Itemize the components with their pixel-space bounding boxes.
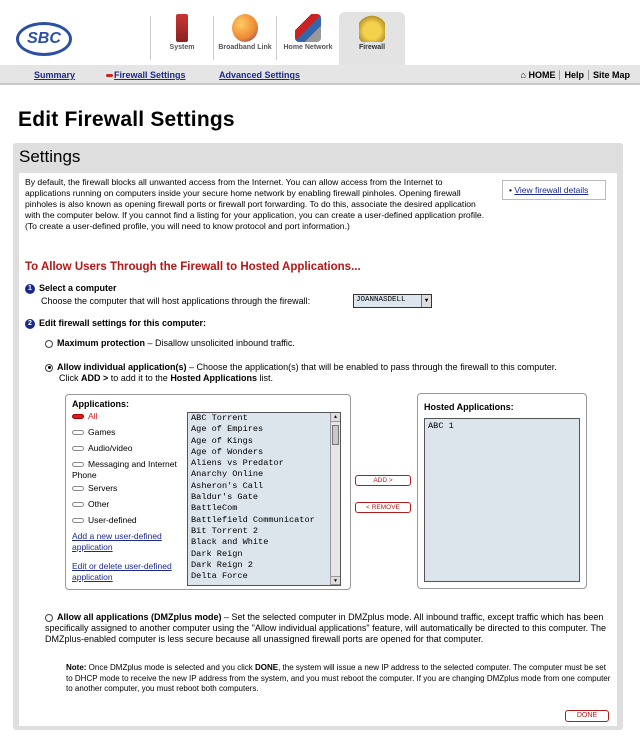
settings-panel: [13, 143, 623, 730]
panel-content: [19, 173, 617, 726]
tab-broadband-label: Broadband Link: [218, 44, 272, 51]
application-list-item[interactable]: Aliens vs Predator: [191, 458, 284, 469]
step-2-title: Edit firewall settings for this computer:: [39, 318, 207, 328]
sub-navigation: [0, 65, 640, 85]
application-list-item[interactable]: Age of Kings: [191, 435, 253, 446]
allow-individual-title: Allow individual application(s): [57, 362, 187, 372]
site-map-link[interactable]: Site Map: [588, 70, 634, 80]
home-link[interactable]: ⌂ HOME: [520, 70, 556, 80]
application-list-item[interactable]: Dark Reign 2: [191, 559, 253, 570]
view-firewall-details-box: [502, 180, 606, 200]
top-bar: [0, 0, 640, 80]
view-firewall-details-link[interactable]: View firewall details: [514, 185, 589, 195]
tab-home-network[interactable]: [277, 12, 339, 65]
application-list-item[interactable]: Age of Empires: [191, 424, 264, 435]
category-other[interactable]: [72, 499, 109, 509]
sbc-logo: [16, 22, 72, 56]
applications-list[interactable]: [187, 412, 341, 586]
computer-select-value: JOANNASDELL: [356, 296, 406, 304]
application-list-item[interactable]: Black and White: [191, 537, 269, 548]
done-button[interactable]: DONE: [565, 710, 609, 722]
application-list-item[interactable]: ABC Torrent: [191, 413, 248, 423]
category-pill-icon: [72, 502, 84, 507]
section-heading: To Allow Users Through the Firewall to Hosted Applications...: [25, 261, 361, 273]
hosted-applications-list[interactable]: [424, 418, 580, 582]
dmzplus-title: Allow all applications (DMZplus mode): [57, 612, 222, 622]
step-1: [25, 283, 117, 294]
category-pill-icon: [72, 486, 84, 491]
option-dmzplus[interactable]: [45, 612, 615, 645]
scroll-down-icon[interactable]: ▼: [331, 576, 340, 585]
subnav-advanced-settings[interactable]: Advanced Settings: [219, 70, 301, 80]
applications-list-items: [188, 413, 340, 582]
broadband-globe-icon: [232, 14, 258, 42]
firewall-lock-icon: [359, 14, 385, 42]
tab-firewall[interactable]: [339, 12, 405, 65]
application-list-item[interactable]: Anarchy Online: [191, 469, 264, 480]
step-1-desc: Choose the computer that will host applications through the firewall:: [41, 296, 311, 306]
category-pill-icon: [72, 430, 84, 435]
system-icon: [176, 14, 188, 42]
utility-links: [517, 70, 634, 80]
tab-system-label: System: [169, 44, 195, 51]
step-1-number-icon: 1: [25, 284, 35, 294]
maximum-protection-title: Maximum protection: [57, 338, 146, 348]
allow-individual-instr-add: ADD >: [81, 373, 109, 383]
category-pill-icon: [72, 518, 84, 523]
category-audio-video-label: Audio/video: [88, 443, 133, 453]
application-list-item[interactable]: Dark Reign: [191, 548, 243, 559]
allow-individual-instr-hosted: Hosted Applications: [170, 373, 257, 383]
category-pill-icon: [72, 446, 84, 451]
allow-individual-instr-e: list.: [257, 373, 274, 383]
category-servers[interactable]: [72, 483, 117, 493]
subnav-summary[interactable]: Summary: [34, 70, 76, 80]
help-link[interactable]: Help: [559, 70, 588, 80]
add-user-defined-link[interactable]: Add a new user-defined application: [72, 531, 162, 552]
application-list-item[interactable]: Battlefield Communicator: [191, 514, 315, 525]
category-servers-label: Servers: [88, 483, 118, 493]
note-done: DONE: [254, 663, 279, 672]
bullet-icon: •: [509, 185, 512, 195]
dmzplus-note: [66, 663, 611, 695]
main-tabs: [150, 12, 405, 65]
category-pill-icon: [72, 462, 84, 467]
category-games[interactable]: [72, 427, 115, 437]
maximum-protection-desc: – Disallow unsolicited inbound traffic.: [145, 338, 295, 348]
hosted-applications-title: Hosted Applications:: [424, 402, 514, 412]
category-selected-icon: [72, 414, 84, 419]
step-2: [25, 318, 206, 329]
category-audio-video[interactable]: [72, 443, 132, 453]
category-games-label: Games: [88, 427, 116, 437]
category-messaging[interactable]: [72, 459, 184, 481]
allow-individual-desc: – Choose the application(s) that will be enabled to pass through the firewall to this computer.: [186, 362, 557, 372]
applications-title: Applications:: [72, 399, 130, 409]
applications-scrollbar[interactable]: [330, 413, 340, 585]
dmzplus-desc: – Set the selected computer in DMZplus mode. All inbound traffic, except traffic which has been specifically assigned to another computer using the "Allow individual applications" feature, will automatically be directed to this computer. The DMZplus-enabled computer is less secure because all unassigned firewall ports are opened for that computer.: [45, 612, 607, 644]
step-2-number-icon: 2: [25, 319, 35, 329]
application-list-item[interactable]: Delta Force: [191, 571, 248, 582]
tab-system[interactable]: [151, 12, 213, 65]
hosted-applications-box: [417, 393, 587, 589]
application-list-item[interactable]: Asheron's Call: [191, 480, 264, 491]
note-text-a: Once DMZplus mode is selected and you click: [86, 663, 255, 672]
step-1-title: Select a computer: [39, 283, 117, 293]
category-user-defined-label: User-defined: [88, 515, 137, 525]
edit-user-defined-link[interactable]: Edit or delete user-defined application: [72, 561, 172, 582]
active-indicator-icon: [106, 74, 113, 77]
option-maximum-protection[interactable]: [45, 338, 295, 349]
home-network-icon: [295, 14, 321, 42]
category-user-defined[interactable]: [72, 515, 137, 525]
page-title: Edit Firewall Settings: [18, 108, 235, 131]
note-text-b: , the system will issue a new IP address to the selected computer. The computer must be set to DHCP mode to receive the new IP address from the system, and you must reboot the computer. If you are changing DMZplus mode from one computer to another computer, you must reboot both computers.: [66, 663, 611, 693]
applications-box: [65, 394, 351, 590]
option-allow-individual[interactable]: [45, 362, 615, 384]
application-list-item[interactable]: BattleCom: [191, 503, 238, 514]
allow-individual-radio[interactable]: [45, 364, 53, 372]
allow-individual-instr-c: to add it to the: [108, 373, 171, 383]
logo-text: SBC: [27, 30, 61, 47]
chevron-down-icon: ▼: [421, 295, 431, 307]
category-all[interactable]: [72, 411, 97, 421]
panel-title: Settings: [19, 147, 81, 166]
tab-broadband-link[interactable]: [214, 12, 276, 65]
category-all-label: All: [88, 411, 98, 421]
tab-firewall-label: Firewall: [358, 44, 386, 51]
computer-select[interactable]: [353, 294, 432, 308]
allow-individual-instr-a: Click: [59, 373, 81, 383]
application-list-item[interactable]: Bit Torrent 2: [191, 525, 259, 536]
hosted-item[interactable]: ABC 1: [428, 421, 454, 431]
note-label: Note:: [66, 663, 87, 672]
category-other-label: Other: [88, 499, 110, 509]
add-button[interactable]: ADD >: [355, 475, 411, 486]
tab-home-network-label: Home Network: [283, 44, 333, 51]
application-list-item[interactable]: Baldur's Gate: [191, 492, 259, 503]
dmzplus-radio[interactable]: [45, 614, 53, 622]
scroll-thumb[interactable]: [332, 425, 339, 445]
subnav-firewall-settings[interactable]: Firewall Settings: [114, 70, 186, 80]
remove-button[interactable]: < REMOVE: [355, 502, 411, 513]
home-link-label: HOME: [528, 70, 556, 80]
category-messaging-label: Messaging and Internet Phone: [72, 459, 177, 480]
scroll-up-icon[interactable]: ▲: [331, 413, 340, 422]
application-list-item[interactable]: Age of Wonders: [191, 446, 264, 457]
maximum-protection-radio[interactable]: [45, 340, 53, 348]
intro-text: By default, the firewall blocks all unwanted access from the Internet. You can allow access from the Internet to applications running on computers inside your secure home network by enabling firewall pinholes. Opening firewall pinholes is also known as opening firewall ports or firewall port forwarding. To do this, associate the desired application with the computer below. If you cannot find a listing for your application, you can create a user-defined application profile. (To create a user-defined profile, you will need to know protocol and port information.): [25, 177, 485, 231]
